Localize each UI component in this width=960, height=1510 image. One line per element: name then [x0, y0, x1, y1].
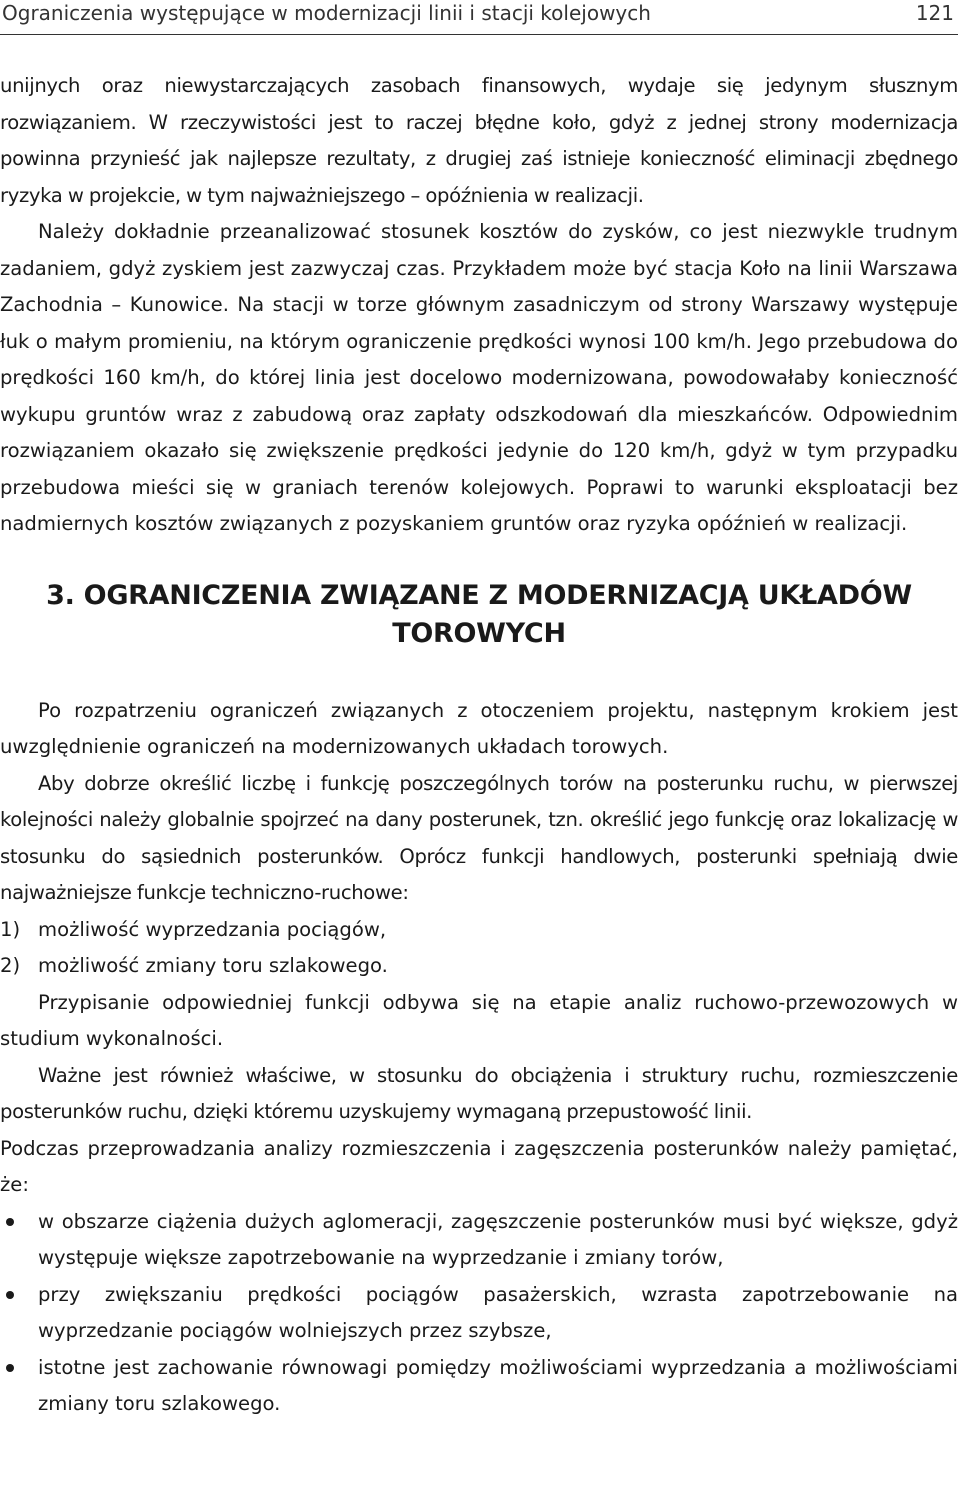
section-heading	[0, 577, 958, 653]
bullet-text: w obszarze ciążenia dużych aglomeracji, zagęszczenie posterunków musi być większe, gdyż występuje większe zapotrzebowanie na wyprzedzanie i zmiany torów,	[38, 1209, 958, 1269]
bullet-item	[0, 1204, 958, 1277]
paragraph-continued: unijnych oraz niewystarczających zasobach finansowych, wydaje się jedynym słusznym rozwiązaniem. W rzeczywistości jest to raczej błędne koło, gdyż z jednej strony modernizacja powinna przynieść jak najlepsze rezultaty, z drugiej zaś istnieje konieczność eliminacji zbędnego ryzyka w projekcie, w tym najważniejszego – opóźnienia w realizacji.	[0, 74, 958, 207]
paragraph-intro: Po rozpatrzeniu ograniczeń związanych z otoczeniem projektu, następnym krokiem jest uwzględnienie ograniczeń na modernizowanych układach torowych.	[0, 698, 958, 758]
paragraph-functions: Aby dobrze określić liczbę i funkcję poszczególnych torów na posterunku ruchu, w pierwszej kolejności należy globalnie spojrzeć na dany posterunek, tzn. określić jego funkcję oraz lokalizację w stosunku do sąsiednich posterunków. Oprócz funkcji handlowych, posterunki spełniają dwie najważniejsze funkcje techniczno-ruchowe:	[0, 771, 958, 904]
bullet-text: istotne jest zachowanie równowagi pomiędzy możliwościami wyprzedzania a możliwościami zmiany toru szlakowego.	[38, 1355, 958, 1415]
list-number: 1)	[0, 917, 21, 941]
bullet-text: przy zwiększaniu prędkości pociągów pasażerskich, wzrasta zapotrzebowanie na wyprzedzanie pociągów wolniejszych przez szybsze,	[38, 1282, 958, 1342]
numbered-item	[0, 948, 958, 985]
list-number: 2)	[0, 954, 21, 977]
list-item-text: możliwość zmiany toru szlakowego.	[38, 954, 388, 977]
page-number: 121	[915, 1, 954, 25]
paragraph-cost-benefit: Należy dokładnie przeanalizować stosunek kosztów do zysków, co jest niezwykle trudnym zadaniem, gdyż zyskiem jest zazwyczaj czas. Przykładem może być stacja Koło na linii Warszawa Zachodnia – Kunowice. Na stacji w torze głównym zasadniczym od strony Warszawy występuje łuk o małym promieniu, na którym ograniczenie prędkości wynosi 100 km/h. Jego przebudowa do prędkości 160 km/h, do której linia jest docelowo modernizowana, powodowałaby konieczność wykupu gruntów wraz z zabudową oraz zapłaty odszkodowań dla mieszkańców. Odpowiednim rozwiązaniem okazało się zwiększenie prędkości jedynie do 120 km/h, gdyż w tym przypadku przebudowa mieści się w graniach terenów kolejowych. Poprawi to warunki eksploatacji bez nadmiernych kosztów związanych z pozyskaniem gruntów oraz ryzyka opóźnień w realizacji.	[0, 220, 958, 535]
bullet-icon	[6, 1364, 14, 1372]
paragraph-analysis: Podczas przeprowadzania analizy rozmieszczenia i zagęszczenia posterunków należy pamiętać, że:	[0, 1136, 958, 1196]
section-heading-line-2: TOROWYCH	[392, 617, 566, 649]
paragraph-assignment: Przypisanie odpowiedniej funkcji odbywa się na etapie analiz ruchowo-przewozowych w studium wykonalności.	[0, 990, 958, 1050]
bullet-item	[0, 1277, 958, 1350]
bullet-icon	[6, 1291, 14, 1299]
running-title: Ograniczenia występujące w modernizacji linii i stacji kolejowych	[2, 1, 651, 25]
paragraph-distribution: Ważne jest również właściwe, w stosunku do obciążenia i struktury ruchu, rozmieszczenie posterunków ruchu, dzięki któremu uzyskujemy wymaganą przepustowość linii.	[0, 1063, 958, 1123]
list-item-text: możliwość wyprzedzania pociągów,	[38, 917, 387, 941]
bullet-icon	[6, 1218, 14, 1226]
running-header	[0, 0, 958, 35]
section-heading-line-1: 3. OGRANICZENIA ZWIĄZANE Z MODERNIZACJĄ UKŁADÓW	[46, 579, 912, 611]
numbered-item	[0, 912, 958, 949]
body-text	[0, 68, 958, 1423]
bullet-item	[0, 1350, 958, 1423]
